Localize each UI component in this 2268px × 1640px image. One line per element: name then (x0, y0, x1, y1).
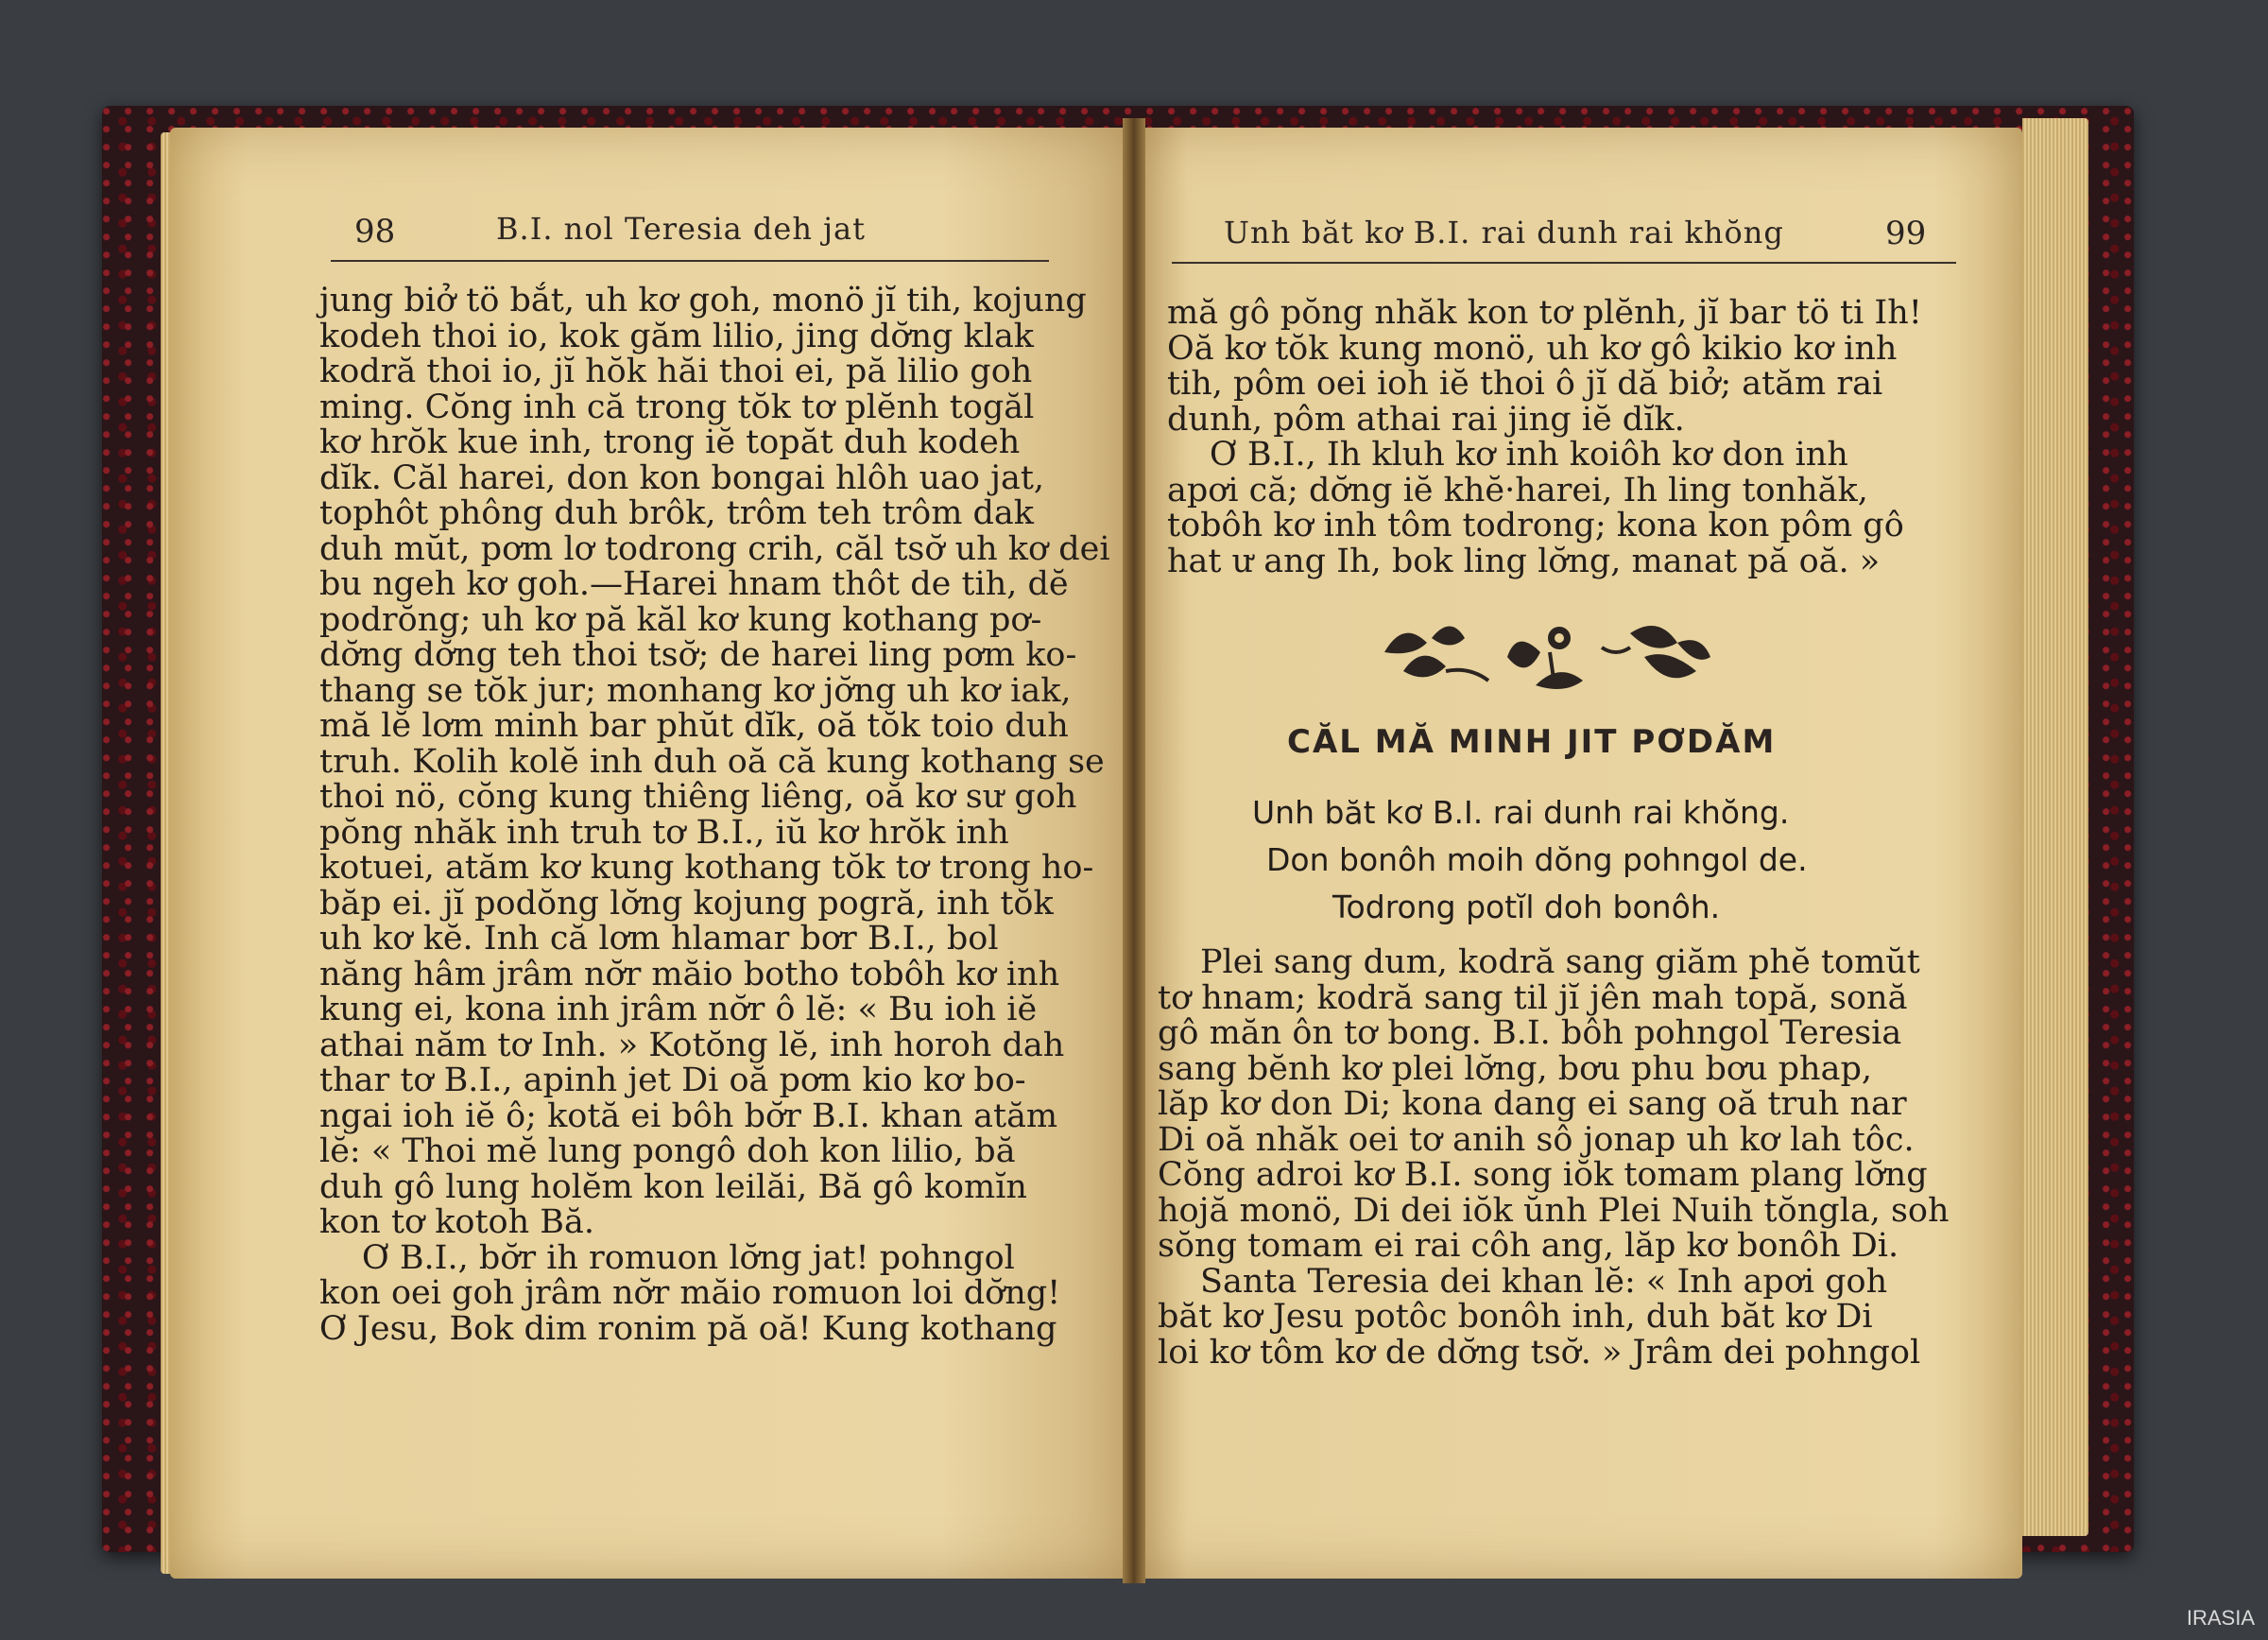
text-line: loi kơ tôm kơ de dơ̆ng tsơ̆. » Jrâm dei pohngol (1158, 1333, 1921, 1372)
book-gutter (1123, 118, 1145, 1583)
right-page-body-bottom (1158, 945, 1980, 1371)
verse-line-2: Don bonôh moih dŏng pohngol de. (1266, 841, 1808, 878)
text-line: dĭk. Căl harei, don kon bongai hlôh uao jat, (319, 458, 1045, 497)
page-edges-right (2022, 118, 2088, 1536)
text-line: sang bĕnh kơ plei lơ̆ng, bơu phu bơu phap, (1158, 1049, 1872, 1088)
text-line: dunh, pôm athai rai jing iĕ dĭk. (1167, 400, 1685, 439)
header-rule-left (331, 260, 1049, 262)
text-line: kon tơ kotoh Bă. (319, 1203, 595, 1241)
left-page-body (319, 282, 1110, 1348)
text-line: thar tơ B.I., apinh jet Di oă pơm kio kơ bo- (319, 1062, 1026, 1099)
text-line: Cŏng adroi kơ B.I. song iŏk tomam plang lơ̆ng (1158, 1156, 1928, 1194)
text-line: Plei sang dum, kodră sang giăm phĕ tomŭt (1200, 943, 1920, 981)
page-number-right: 99 (1885, 215, 1927, 252)
text-line: apơi că; dơ̆ng iĕ khĕ·harei, Ih ling tonhăk, (1167, 471, 1868, 509)
text-line: tophôt phông duh brôk, trôm teh trôm dak (319, 494, 1035, 532)
text-line: Oă kơ tŏk kung monö, uh kơ gô kikio kơ inh (1167, 329, 1898, 368)
text-line: băp ei. jĭ podŏng lơ̆ng kojung pogră, inh tŏk (319, 884, 1054, 923)
text-line: uh kơ kĕ. Inh că lơm hlamar bơr B.I., bol (319, 920, 999, 958)
text-line: mă lĕ lơm minh bar phŭt dĭk, oă tŏk toio duh (319, 707, 1069, 745)
text-line: tobôh kơ inh tôm todrong; kona kon pôm gô (1167, 507, 1904, 544)
text-line: jung biở tö bắt, uh kơ goh, monö jĭ tih, kojung (319, 282, 1087, 319)
chapter-heading: CĂL MĂ MINH JIT PƠDĂM (1287, 723, 1777, 761)
text-line: hat ư ang Ih, bok ling lơ̆ng, manat pă oă. » (1167, 542, 1881, 580)
text-line: thoi nö, cŏng kung thiêng liêng, oă kơ sư goh (319, 778, 1077, 816)
text-line: ming. Cŏng inh că trong tŏk tơ plĕnh togăl (319, 388, 1035, 426)
right-page (1134, 128, 2022, 1579)
text-line: kodră thoi io, jĭ hŏk hăi thoi ei, pă lilio goh (319, 353, 1033, 390)
text-line: Ơ B.I., bơ̆r ih romuon lơ̆ng jat! pohngol (362, 1238, 1015, 1277)
text-line: Santa Teresia dei khan lĕ: « Inh apơi goh (1200, 1262, 1888, 1301)
text-line: ngai ioh iĕ ô; kotă ei bôh bơ̆r B.I. khan atăm (319, 1096, 1058, 1135)
text-line: băt kơ Jesu potôc bonôh inh, duh băt kơ Di (1158, 1298, 1873, 1336)
text-line: Ơ Jesu, Bok dim ronim pă oă! Kung kothang (319, 1309, 1057, 1348)
text-line: podrŏng; uh kơ pă kăl kơ kung kothang pơ- (319, 600, 1042, 639)
page-number-left: 98 (354, 213, 396, 250)
text-line: kodeh thoi io, kok găm lilio, jing dơ̆ng klak (319, 317, 1035, 355)
text-line: lĕ: « Thoi mĕ lung pongô doh kon lilio, bă (319, 1132, 1016, 1170)
text-line: gô măn ôn tơ bong. B.I. bôh pohngol Teresia (1158, 1014, 1902, 1052)
text-line: Ơ B.I., Ih kluh kơ inh koiôh kơ don inh (1210, 436, 1848, 474)
text-line: bu ngeh kơ goh.—Harei hnam thôt de tih, dĕ (319, 565, 1069, 603)
running-head-right: Unh băt kơ B.I. rai dunh rai khŏng (1224, 215, 1784, 250)
text-line: sŏng tomam ei rai côh ang, lăp kơ bonôh Di. (1158, 1227, 1899, 1265)
text-line: lăp kơ don Di; kona dang ei sang oă truh nar (1158, 1085, 1907, 1123)
text-line: mă gô pŏng nhăk kon tơ plĕnh, jĭ bar tö ti Ih! (1167, 294, 1922, 332)
text-line: năng hâm jrâm nơ̆r măio botho tobôh kơ inh (319, 955, 1060, 993)
text-line: duh mŭt, pơm lơ todrong crih, căl tsơ̆ uh kơ dei (319, 529, 1110, 568)
right-page-body-top (1167, 296, 1980, 579)
header-rule-right (1172, 262, 1956, 264)
text-line: thang se tŏk jur; monhang kơ jơ̆ng uh kơ iak, (319, 671, 1072, 710)
text-line: kotuei, atăm kơ kung kothang tŏk tơ trong ho- (319, 849, 1094, 887)
text-line: duh gô lung holĕm kon leilăi, Bă gô komĭn (319, 1167, 1027, 1206)
text-line: dơ̆ng dơ̆ng teh thoi tsơ̆; de harei ling pơm ko- (319, 636, 1077, 674)
text-line: kơ hrŏk kue inh, trong iĕ topăt duh kodeh (319, 423, 1021, 461)
running-head-left: B.I. nol Teresia deh jat (496, 211, 866, 247)
floral-ornament (1375, 614, 1734, 699)
text-line: pŏng nhăk inh truh tơ B.I., iŭ kơ hrŏk inh (319, 813, 1009, 852)
text-line: kon oei goh jrâm nơ̆r măio romuon loi dơ̆ng! (319, 1274, 1061, 1312)
verse-line-1: Unh băt kơ B.I. rai dunh rai khŏng. (1252, 794, 1790, 831)
credit-watermark: IRASIA (2186, 1606, 2255, 1630)
verse-line-3: Todrong potĭl doh bonôh. (1332, 889, 1721, 925)
text-line: hojă monö, Di dei iŏk ŭnh Plei Nuih tŏngla, soh (1158, 1191, 1950, 1230)
text-line: athai năm tơ Inh. » Kotŏng lĕ, inh horoh dah (319, 1026, 1065, 1064)
text-line: Di oă nhăk oei tơ anih sô jonap uh kơ lah tôc. (1158, 1120, 1915, 1159)
text-line: tơ hnam; kodră sang til jĭ jên mah topă, sonă (1158, 978, 1908, 1017)
text-line: kung ei, kona inh jrâm nơ̆r ô lĕ: « Bu ioh iĕ (319, 991, 1038, 1028)
text-line: truh. Kolih kolĕ inh duh oă că kung kothang se (319, 742, 1105, 781)
left-page (170, 128, 1134, 1579)
text-line: tih, pôm oei ioh iĕ thoi ô jĭ dă biở; atăm rai (1167, 365, 1883, 403)
